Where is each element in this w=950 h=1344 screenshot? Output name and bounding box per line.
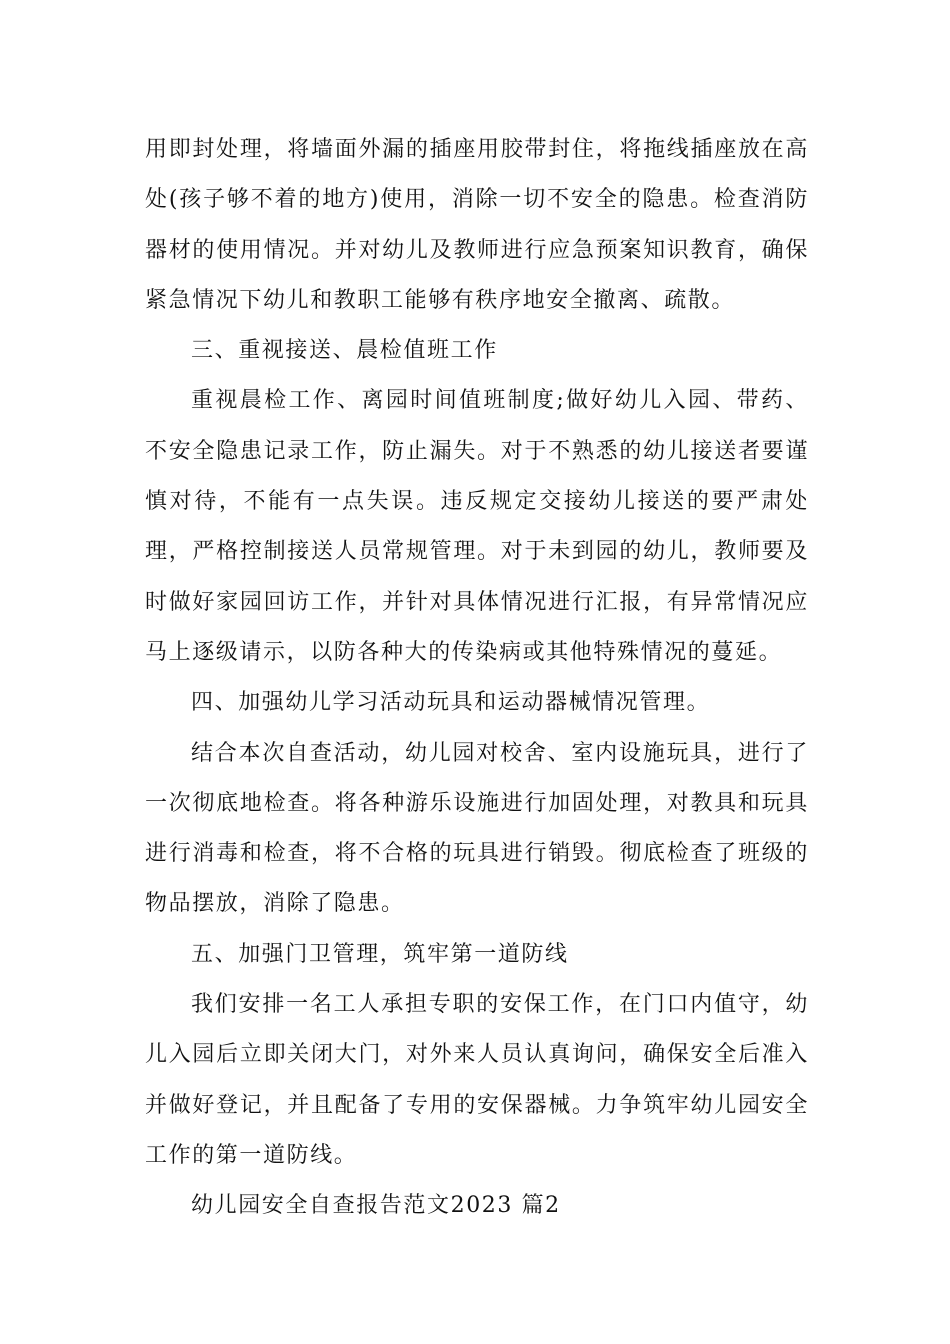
document-body xyxy=(145,125,809,1232)
article-title-2: 幼儿园安全自查报告范文2023 篇2 xyxy=(191,1193,561,1219)
section-heading-5: 五、加强门卫管理，筑牢第一道防线 xyxy=(191,941,569,967)
section-heading-3: 三、重视接送、晨检值班工作 xyxy=(191,338,498,364)
paragraph-section-4: 结合本次自查活动，幼儿园对校舍、室内设施玩具，进行了一次彻底地检查。将各种游乐设施进行加固处理，对教具和玩具进行消毒和检查，将不合格的玩具进行销毁。彻底检查了班级的物品摆放，消除了隐患。 xyxy=(145,740,809,917)
section-heading-4: 四、加强幼儿学习活动玩具和运动器械情况管理。 xyxy=(191,690,711,716)
paragraph-section-5: 我们安排一名工人承担专职的安保工作，在门口内值守，幼儿入园后立即关闭大门，对外来人员认真询问，确保安全后准入并做好登记，并且配备了专用的安保器械。力争筑牢幼儿园安全工作的第一道防线。 xyxy=(145,992,809,1168)
paragraph-continued: 用即封处理，将墙面外漏的插座用胶带封住，将拖线插座放在高处(孩子够不着的地方)使用，消除一切不安全的隐患。检查消防器材的使用情况。并对幼儿及教师进行应急预案知识教育，确保紧急情况下幼儿和教职工能够有秩序地安全撤离、疏散。 xyxy=(145,137,809,313)
paragraph-section-3: 重视晨检工作、离园时间值班制度;做好幼儿入园、带药、不安全隐患记录工作，防止漏失。对于不熟悉的幼儿接送者要谨慎对待，不能有一点失误。违反规定交接幼儿接送的要严肃处理，严格控制接送人员常规管理。对于未到园的幼儿，教师要及时做好家园回访工作，并针对具体情况进行汇报，有异常情况应马上逐级请示，以防各种大的传染病或其他特殊情况的蔓延。 xyxy=(145,388,809,665)
